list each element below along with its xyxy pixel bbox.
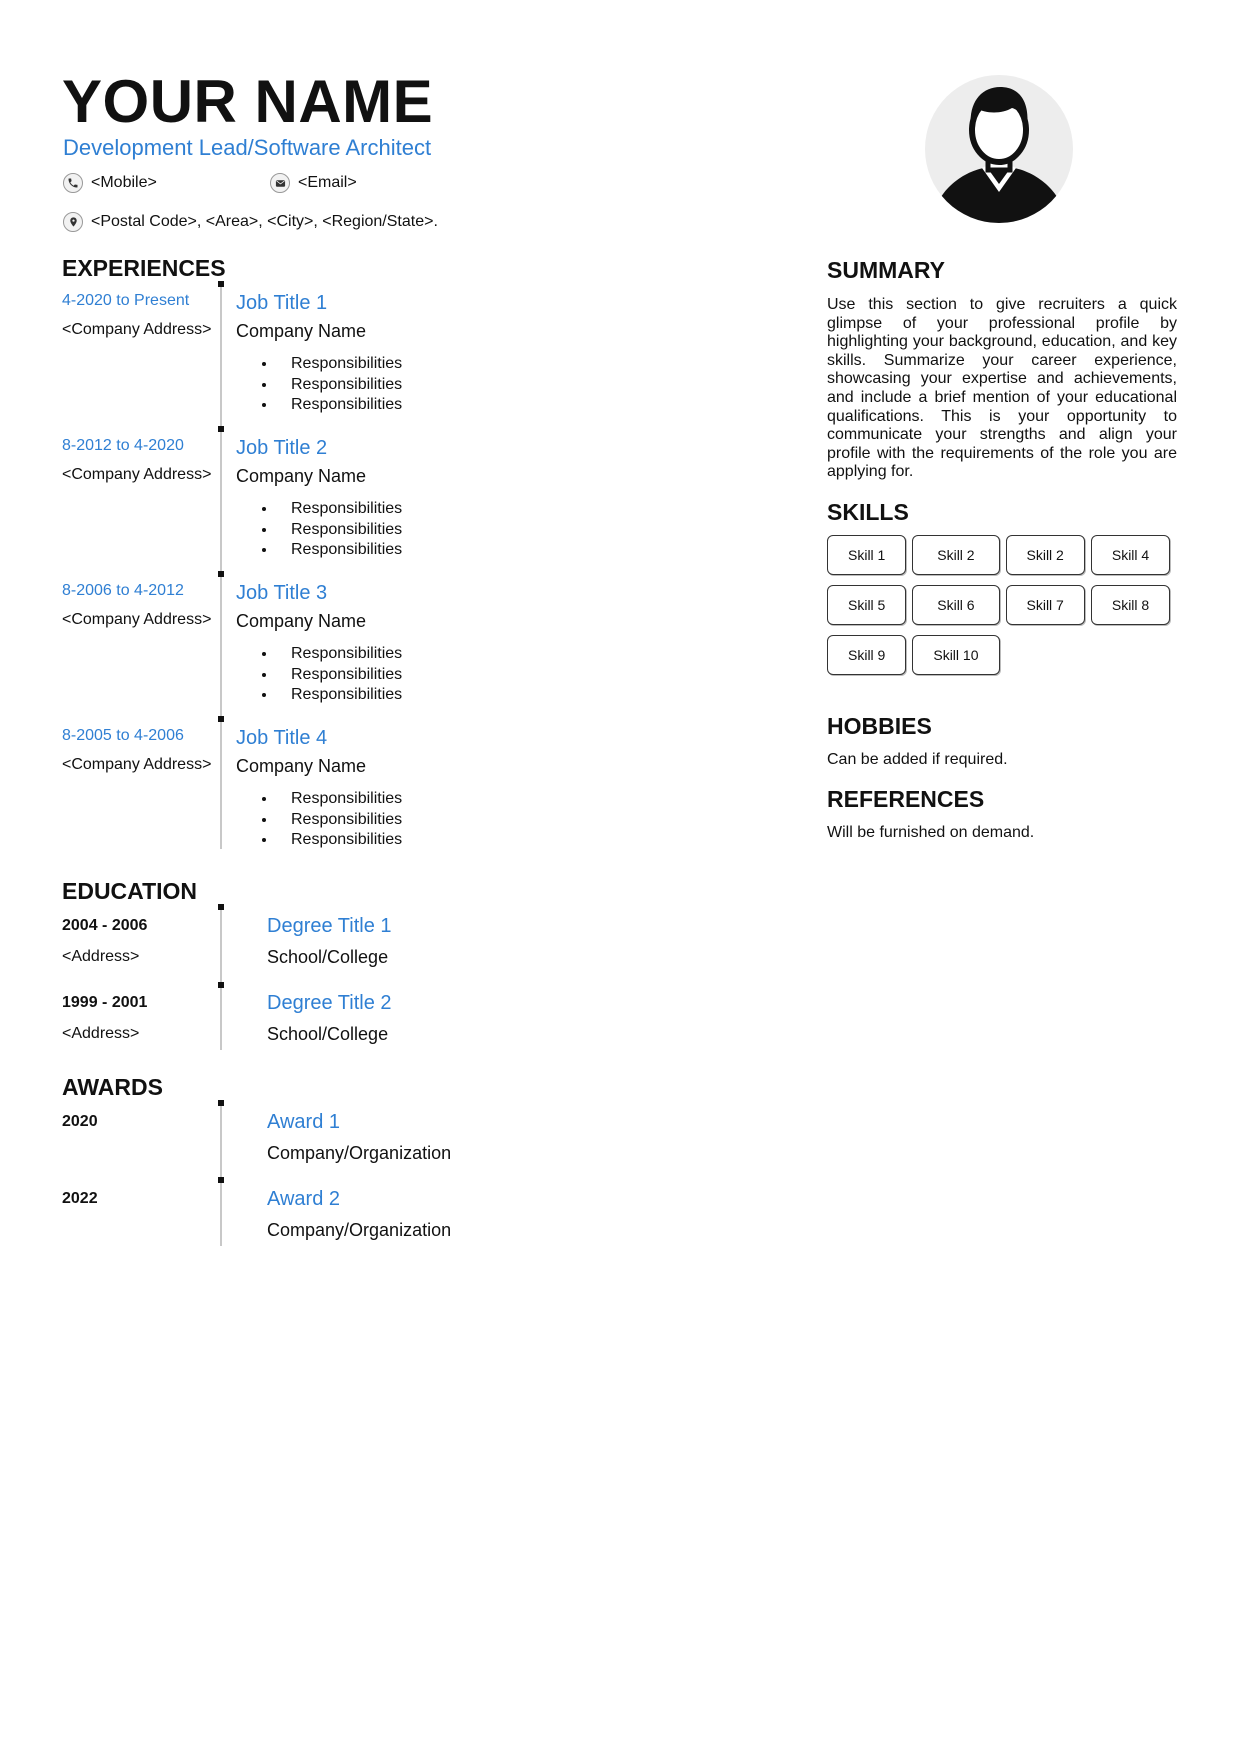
resume-name: YOUR NAME (62, 68, 434, 135)
award-year: 2022 (62, 1190, 98, 1207)
award-title: Award 1 (267, 1111, 341, 1133)
list-item: • Responsibilities (277, 354, 402, 375)
timeline-marker (218, 982, 224, 988)
job-dates: 8-2012 to 4-2020 (62, 437, 184, 454)
job-dates: 4-2020 to Present (62, 292, 190, 309)
awards-heading: AWARDS (62, 1074, 163, 1100)
degree-title: Degree Title 2 (267, 992, 392, 1014)
job-role: Development Lead/Software Architect (63, 135, 432, 160)
list-item: • Responsibilities (277, 665, 402, 686)
company-address: <Company Address> (62, 611, 212, 628)
skill-chip: Skill 6 (912, 585, 999, 625)
skill-chip: Skill 8 (1091, 585, 1170, 625)
references-heading: REFERENCES (827, 786, 985, 812)
hobbies-heading: HOBBIES (827, 713, 932, 739)
education-heading: EDUCATION (62, 878, 198, 904)
award-organization: Company/Organization (267, 1220, 452, 1240)
timeline-marker (218, 281, 224, 287)
skill-chip: Skill 4 (1091, 535, 1170, 575)
list-item: • Responsibilities (277, 789, 402, 810)
timeline-marker (218, 904, 224, 910)
list-item: • Responsibilities (277, 540, 402, 561)
job-dates: 8-2005 to 4-2006 (62, 727, 184, 744)
degree-title: Degree Title 1 (267, 915, 392, 937)
skill-chip: Skill 7 (1006, 585, 1085, 625)
list-item: • Responsibilities (277, 375, 402, 396)
summary-heading: SUMMARY (827, 257, 945, 283)
experiences-heading: EXPERIENCES (62, 255, 226, 281)
timeline-marker (218, 571, 224, 577)
awards-timeline (220, 1104, 222, 1246)
timeline-marker (218, 716, 224, 722)
timeline-marker (218, 1100, 224, 1106)
skill-chip: Skill 5 (827, 585, 906, 625)
company-address: <Company Address> (62, 466, 212, 483)
job-title: Job Title 4 (236, 727, 328, 749)
skill-chip: Skill 10 (912, 635, 999, 675)
references-text: Will be furnished on demand. (827, 824, 1035, 841)
education-years: 2004 - 2006 (62, 917, 148, 934)
mobile-contact (63, 173, 157, 193)
responsibilities-list (236, 354, 402, 416)
address-contact (63, 212, 438, 232)
list-item: • Responsibilities (277, 395, 402, 416)
school-name: School/College (267, 1024, 389, 1044)
job-title: Job Title 1 (236, 292, 328, 314)
skill-chip: Skill 1 (827, 535, 906, 575)
award-organization: Company/Organization (267, 1143, 452, 1163)
avatar (924, 74, 1074, 224)
job-title: Job Title 2 (236, 437, 328, 459)
company-name: Company Name (236, 321, 367, 341)
email-icon (270, 173, 290, 193)
email-contact (270, 173, 357, 193)
job-title: Job Title 3 (236, 582, 328, 604)
responsibilities-list (236, 644, 402, 706)
skill-chip: Skill 9 (827, 635, 906, 675)
skills-grid (827, 535, 1177, 675)
list-item: • Responsibilities (277, 520, 402, 541)
timeline-marker (218, 426, 224, 432)
email-text: <Email> (298, 174, 357, 191)
company-name: Company Name (236, 611, 367, 631)
experience-timeline (220, 285, 222, 849)
education-years: 1999 - 2001 (62, 994, 148, 1011)
job-dates: 8-2006 to 4-2012 (62, 582, 184, 599)
list-item: • Responsibilities (277, 644, 402, 665)
timeline-marker (218, 1177, 224, 1183)
company-address: <Company Address> (62, 756, 212, 773)
education-address: <Address> (62, 948, 140, 965)
phone-icon (63, 173, 83, 193)
company-address: <Company Address> (62, 321, 212, 338)
hobbies-text: Can be added if required. (827, 751, 1008, 768)
education-address: <Address> (62, 1025, 140, 1042)
company-name: Company Name (236, 466, 367, 486)
address-text: <Postal Code>, <Area>, <City>, <Region/State>. (91, 213, 438, 230)
list-item: • Responsibilities (277, 685, 402, 706)
company-name: Company Name (236, 756, 367, 776)
list-item: • Responsibilities (277, 499, 402, 520)
award-title: Award 2 (267, 1188, 341, 1210)
skill-chip: Skill 2 (912, 535, 999, 575)
school-name: School/College (267, 947, 389, 967)
location-pin-icon (63, 212, 83, 232)
list-item: • Responsibilities (277, 810, 402, 831)
skill-chip: Skill 2 (1006, 535, 1085, 575)
education-timeline (220, 908, 222, 1050)
summary-text: Use this section to give recruiters a quick glimpse of your professional profile by highlighting your background, education, and key skills. Summarize your career experience, showcasing your expertise and achievements, and include a brief mention of your educational qualifications. This is your opportunity to communicate your strengths and align your profile with the requirements of the role you are applying for. (827, 296, 1177, 481)
responsibilities-list (236, 499, 402, 561)
award-year: 2020 (62, 1113, 98, 1130)
skills-heading: SKILLS (827, 499, 909, 525)
mobile-text: <Mobile> (91, 174, 157, 191)
responsibilities-list (236, 789, 402, 851)
list-item: • Responsibilities (277, 830, 402, 851)
